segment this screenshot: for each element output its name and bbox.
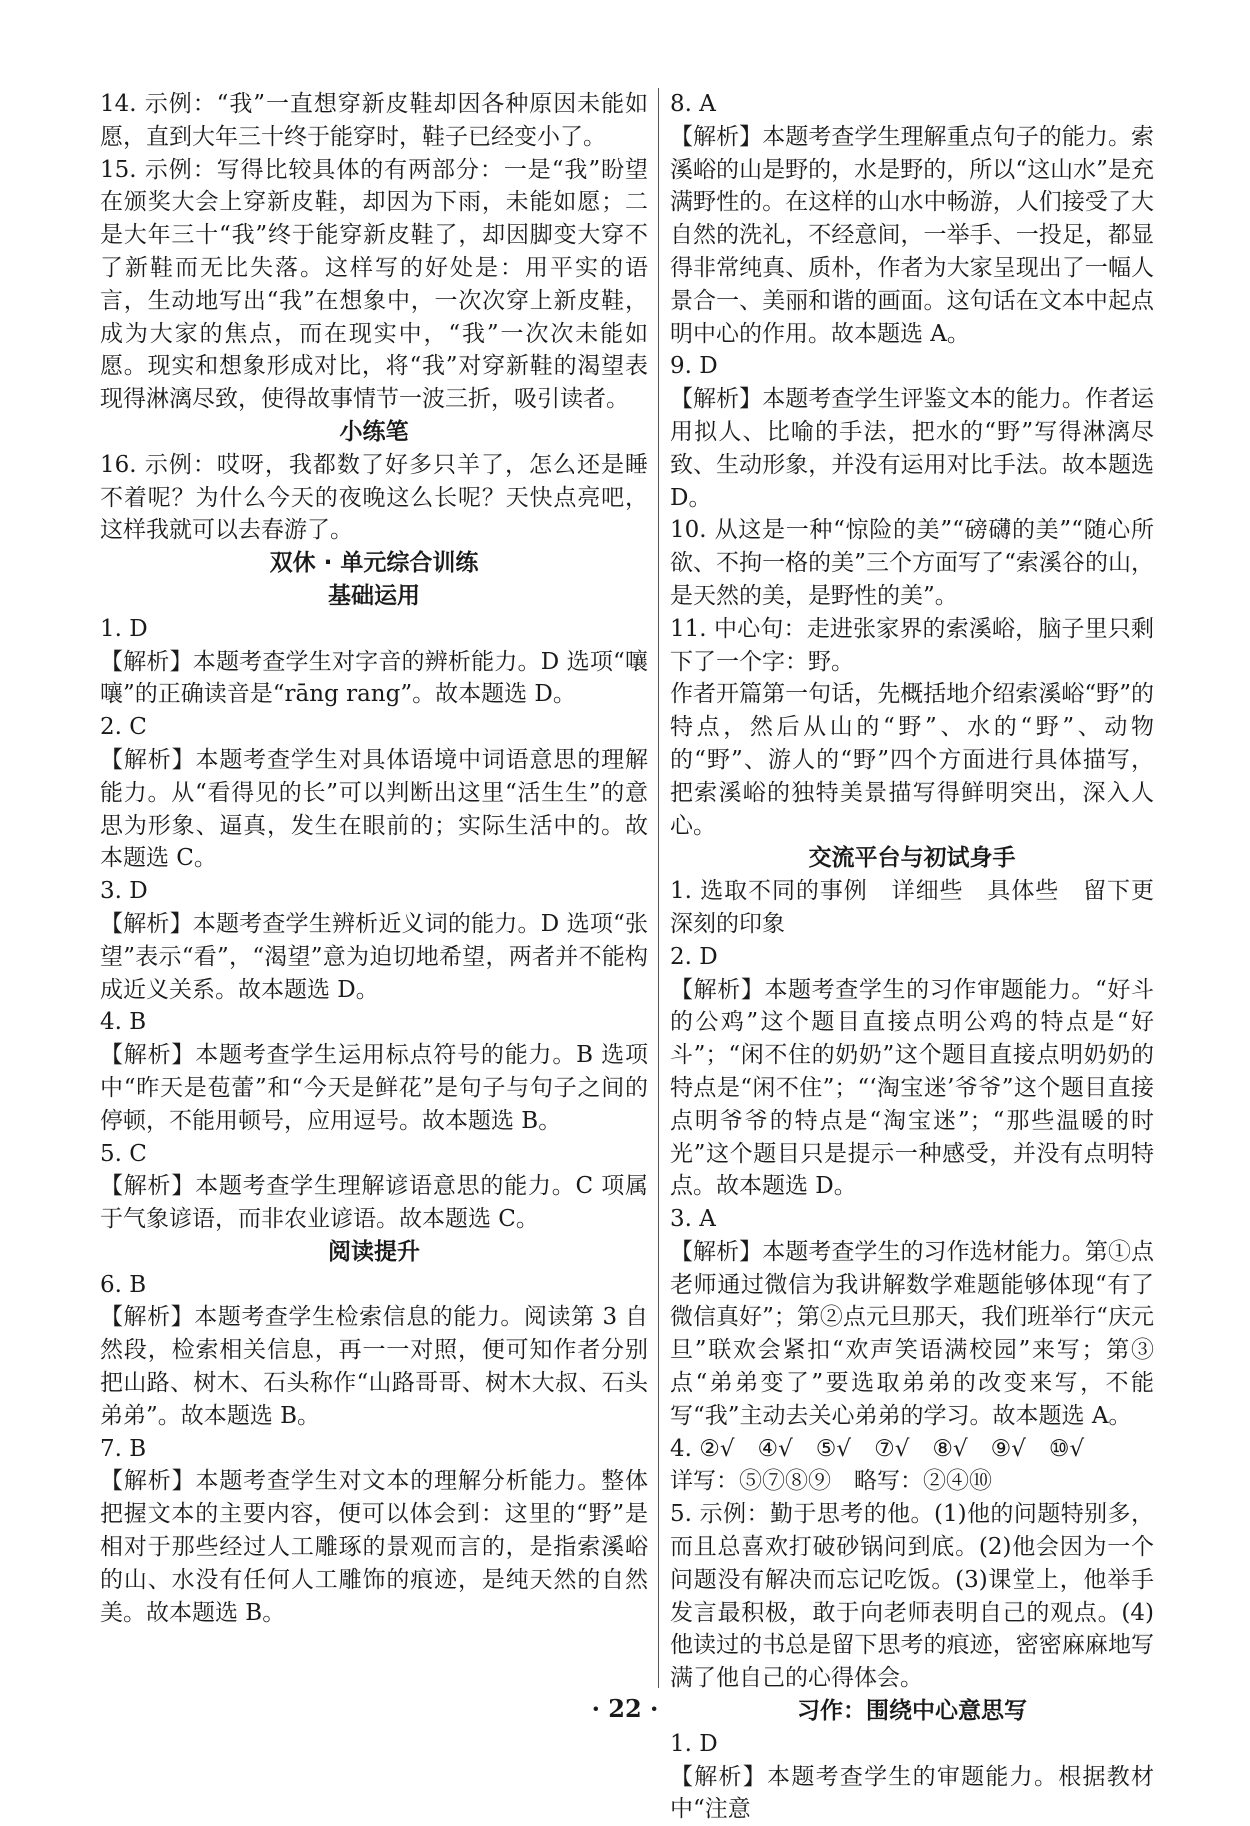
section-heading: 交流平台与初试身手 (808, 845, 1016, 872)
left-column (100, 88, 648, 1629)
answer-paragraph: 2. C (100, 714, 147, 741)
answer-paragraph: 16. 示例：哎呀，我都数了好多只羊了，怎么还是睡不着呢？为什么今天的夜晚这么长呢？天快点亮吧，这样我就可以去春游了。 (100, 451, 648, 544)
answer-paragraph: 2. D (670, 943, 718, 970)
answer-paragraph: 作者开篇第一句话，先概括地介绍索溪峪“野”的特点，然后从山的“野”、水的“野”、动物的“野”、游人的“野”四个方面进行具体描写，把索溪峪的独特美景描写得鲜明突出，深入人心。 (670, 681, 1154, 839)
section-heading: 习作：围绕中心意思写 (797, 1698, 1027, 1725)
answer-paragraph: 9. D (670, 353, 718, 380)
answer-paragraph: 【解析】本题考查学生对文本的理解分析能力。整体把握文本的主要内容，便可以体会到：这里的“野”是相对于那些经过人工雕琢的景观而言的，是指索溪峪的山、水没有任何人工雕饰的痕迹，是纯天然的自然美。故本题选 B。 (100, 1468, 648, 1626)
answer-paragraph: 【解析】本题考查学生理解谚语意思的能力。C 项属于气象谚语，而非农业谚语。故本题选 C。 (100, 1173, 648, 1233)
section-heading: 阅读提升 (328, 1238, 420, 1265)
answer-paragraph: 14. 示例：“我”一直想穿新皮鞋却因各种原因未能如愿，直到大年三十终于能穿时，鞋子已经变小了。 (100, 91, 648, 150)
answer-paragraph: 10. 从这是一种“惊险的美”“磅礴的美”“随心所欲、不拘一格的美”三个方面写了“索溪谷的山，是天然的美，是野性的美”。 (670, 517, 1154, 609)
answer-paragraph: 【解析】本题考查学生的习作审题能力。“好斗的公鸡”这个题目直接点明公鸡的特点是“好斗”；“闲不住的奶奶”这个题目直接点明奶奶的特点是“闲不住”；“‘淘宝迷’爷爷”这个题目直接点明爷爷的特点是“淘宝迷”；“那些温暖的时光”这个题目只是提示一种感受，并没有点明特点。故本题选 D。 (670, 976, 1154, 1200)
answer-paragraph: 【解析】本题考查学生的审题能力。根据教材中“注意 (670, 1763, 1154, 1823)
answer-paragraph: 7. B (100, 1435, 147, 1462)
section-heading: 小练笔 (339, 418, 409, 445)
answer-paragraph: 1. D (100, 615, 148, 642)
answer-paragraph: 5. 示例：勤于思考的他。(1)他的问题特别多，而且总喜欢打破砂锅问到底。(2)他会因为一个问题没有解决而忘记吃饭。(3)课堂上，他举手发言最积极，敢于向老师表明自己的观点。(4)他读过的书总是留下思考的痕迹，密密麻麻地写满了他自己的心得体会。 (670, 1501, 1154, 1692)
answer-paragraph: 15. 示例：写得比较具体的有两部分：一是“我”盼望在颁奖大会上穿新皮鞋，却因为下雨，未能如愿；二是大年三十“我”终于能穿新皮鞋了，却因脚变大穿不了新鞋而无比失落。这样写的好处是：用平实的语言，生动地写出“我”在想象中，一次次穿上新皮鞋，成为大家的焦点，而在现实中，“我”一次次未能如愿。现实和想象形成对比，将“我”对穿新鞋的渴望表现得淋漓尽致，使得故事情节一波三折，吸引读者。 (100, 156, 648, 413)
answer-paragraph: 11. 中心句：走进张家界的索溪峪，脑子里只剩下了一个字：野。 (670, 615, 1154, 675)
answer-paragraph: 8. A (670, 91, 716, 117)
page-number: · 22 · (591, 1694, 659, 1723)
answer-paragraph: 【解析】本题考查学生检索信息的能力。阅读第 3 自然段，检索相关信息，再一一对照，便可知作者分别把山路、树木、石头称作“山路哥哥、树木大叔、石头弟弟”。故本题选 B。 (100, 1304, 648, 1429)
answer-paragraph: 详写：⑤⑦⑧⑨ 略写：②④⑩ (670, 1468, 992, 1495)
answer-paragraph: 【解析】本题考查学生对字音的辨析能力。D 选项“嚷嚷”的正确读音是“rāng rang”。故本题选 D。 (100, 648, 648, 708)
section-heading: 双休 · 单元综合训练 (269, 550, 479, 577)
answer-paragraph: 4. B (100, 1009, 147, 1036)
answer-paragraph: 5. C (100, 1140, 147, 1167)
answer-paragraph: 1. D (670, 1730, 718, 1757)
answer-paragraph: 【解析】本题考查学生辨析近义词的能力。D 选项“张望”表示“看”，“渴望”意为迫切地希望，两者并不能构成近义关系。故本题选 D。 (100, 910, 648, 1003)
answer-paragraph: 3. D (100, 878, 148, 905)
answer-paragraph: 【解析】本题考查学生运用标点符号的能力。B 选项中“昨天是苞蕾”和“今天是鲜花”是句子与句子之间的停顿，不能用顿号，应用逗号。故本题选 B。 (100, 1042, 648, 1134)
answer-paragraph: 3. A (670, 1206, 716, 1233)
answer-paragraph: 【解析】本题考查学生的习作选材能力。第①点老师通过微信为我讲解数学难题能够体现“有了微信真好”；第②点元旦那天，我们班举行“庆元旦”联欢会紧扣“欢声笑语满校园”来写；第③点“弟弟变了”要选取弟弟的改变来写，不能写“我”主动去关心弟弟的学习。故本题选 A。 (670, 1238, 1154, 1429)
section-heading: 基础运用 (328, 582, 420, 609)
right-column (670, 88, 1154, 1826)
answer-paragraph: 【解析】本题考查学生对具体语境中词语意思的理解能力。从“看得见的长”可以判断出这里“活生生”的意思为形象、逼真，发生在眼前的；实际生活中的。故本题选 C。 (100, 746, 648, 872)
answer-paragraph: 6. B (100, 1271, 147, 1298)
answer-paragraph: 4. ②√ ④√ ⑤√ ⑦√ ⑧√ ⑨√ ⑩√ (670, 1435, 1085, 1462)
column-divider (658, 88, 659, 1688)
answer-paragraph: 1. 选取不同的事例 详细些 具体些 留下更深刻的印象 (670, 878, 1154, 937)
answer-paragraph: 【解析】本题考查学生评鉴文本的能力。作者运用拟人、比喻的手法，把水的“野”写得淋漓尽致、生动形象，并没有运用对比手法。故本题选 D。 (670, 386, 1154, 511)
answer-paragraph: 【解析】本题考查学生理解重点句子的能力。索溪峪的山是野的，水是野的，所以“这山水”是充满野性的。在这样的山水中畅游，人们接受了大自然的洗礼，不经意间，一举手、一投足，都显得非常纯真、质朴，作者为大家呈现出了一幅人景合一、美丽和谐的画面。这句话在文本中起点明中心的作用。故本题选 A。 (670, 123, 1154, 347)
